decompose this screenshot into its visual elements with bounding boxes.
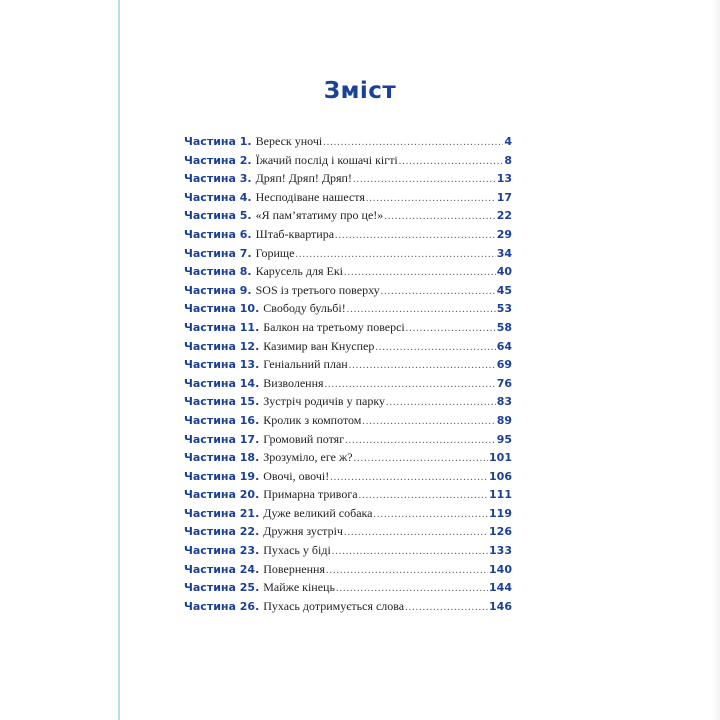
toc-part-label: Частина 2. — [184, 153, 252, 167]
toc-chapter-title: Свободу бульбі! — [263, 301, 346, 316]
toc-leader-dots — [366, 193, 496, 204]
toc-entry[interactable] — [184, 264, 512, 283]
toc-part-label: Частина 21. — [184, 506, 260, 520]
toc-entry[interactable] — [184, 469, 512, 488]
toc-part-label: Частина 10. — [184, 302, 260, 316]
toc-page-number: 22 — [496, 209, 512, 223]
toc-chapter-title: Повернення — [263, 561, 325, 576]
toc-page-number: 95 — [496, 432, 512, 446]
toc-chapter-title: Зрозуміло, еге ж? — [263, 450, 353, 465]
toc-leader-dots — [362, 416, 495, 427]
toc-leader-dots — [344, 267, 496, 278]
toc-page-number: 64 — [496, 339, 512, 353]
toc-entry[interactable] — [184, 580, 512, 599]
toc-entry[interactable] — [184, 320, 512, 339]
toc-page-number: 8 — [504, 153, 512, 167]
toc-part-label: Частина 18. — [184, 451, 260, 465]
toc-chapter-title: Примарна тривога — [263, 487, 358, 502]
toc-leader-dots — [325, 379, 496, 390]
toc-part-label: Частина 24. — [184, 562, 260, 576]
toc-part-label: Частина 20. — [184, 488, 260, 502]
toc-entry[interactable] — [184, 487, 512, 506]
toc-chapter-title: Визволення — [263, 375, 324, 390]
toc-entry[interactable] — [184, 339, 512, 358]
toc-chapter-title: «Я пам’ятатиму про це!» — [255, 208, 384, 223]
toc-entry[interactable] — [184, 171, 512, 190]
toc-leader-dots — [295, 249, 495, 260]
toc-entry[interactable] — [184, 543, 512, 562]
toc-entry[interactable] — [184, 190, 512, 209]
toc-chapter-title: Казимир ван Кнуспер — [263, 338, 375, 353]
table-of-contents — [184, 134, 512, 617]
toc-leader-dots — [335, 230, 496, 241]
toc-chapter-title: Пухась у біді — [263, 543, 331, 558]
toc-page-number: 76 — [496, 376, 512, 390]
toc-part-label: Частина 17. — [184, 432, 260, 446]
toc-leader-dots — [386, 397, 496, 408]
toc-leader-dots — [375, 342, 495, 353]
toc-page-number: 140 — [489, 562, 512, 576]
toc-leader-dots — [336, 583, 488, 594]
toc-page-number: 126 — [489, 525, 512, 539]
toc-entry[interactable] — [184, 227, 512, 246]
toc-part-label: Частина 19. — [184, 469, 260, 483]
toc-page-number: 4 — [504, 135, 512, 148]
toc-chapter-title: Дуже великий собака — [263, 505, 373, 520]
toc-chapter-title: Вереск уночі — [255, 134, 323, 148]
toc-page-number: 53 — [496, 302, 512, 316]
toc-leader-dots — [330, 472, 488, 483]
toc-chapter-title: Балкон на третьому поверсі — [263, 319, 405, 334]
toc-page-number: 119 — [489, 506, 512, 520]
toc-leader-dots — [354, 453, 488, 464]
toc-page-number: 106 — [489, 469, 512, 483]
toc-part-label: Частина 6. — [184, 227, 252, 241]
toc-page-number: 40 — [496, 265, 512, 279]
toc-chapter-title: Пухась дотримується слова — [263, 598, 405, 613]
toc-page-number: 17 — [496, 190, 512, 204]
toc-chapter-title: Несподіване нашестя — [255, 189, 365, 204]
toc-chapter-title: Майже кінець — [263, 580, 335, 595]
toc-entry[interactable] — [184, 376, 512, 395]
toc-entry[interactable] — [184, 357, 512, 376]
toc-part-label: Частина 3. — [184, 172, 252, 186]
toc-chapter-title: Громовий потяг — [263, 431, 345, 446]
toc-leader-dots — [405, 602, 488, 613]
page-title: Зміст — [323, 78, 397, 104]
toc-leader-dots — [353, 174, 496, 185]
toc-entry[interactable] — [184, 208, 512, 227]
toc-entry[interactable] — [184, 246, 512, 265]
toc-entry[interactable] — [184, 506, 512, 525]
toc-leader-dots — [359, 490, 488, 501]
toc-chapter-title: Кролик з компотом — [263, 412, 362, 427]
toc-part-label: Частина 15. — [184, 395, 260, 409]
toc-part-label: Частина 13. — [184, 358, 260, 372]
toc-page-number: 29 — [496, 227, 512, 241]
book-spine-line — [118, 0, 120, 720]
toc-leader-dots — [345, 435, 496, 446]
toc-page-number: 89 — [496, 413, 512, 427]
toc-part-label: Частина 9. — [184, 283, 252, 297]
toc-part-label: Частина 14. — [184, 376, 260, 390]
toc-entry[interactable] — [184, 283, 512, 302]
toc-leader-dots — [374, 509, 489, 520]
page-edge — [713, 0, 720, 720]
toc-page-number: 144 — [489, 581, 512, 595]
toc-chapter-title: Зустріч родичів у парку — [263, 394, 385, 409]
toc-leader-dots — [326, 565, 488, 576]
toc-entry[interactable] — [184, 432, 512, 451]
toc-page-number: 34 — [496, 246, 512, 260]
toc-page-number: 133 — [489, 544, 512, 558]
toc-page-number: 101 — [489, 451, 512, 465]
toc-chapter-title: Їжачий послід і кошачі кігті — [255, 152, 398, 167]
toc-part-label: Частина 8. — [184, 265, 252, 279]
toc-chapter-title: SOS із третього поверху — [255, 282, 380, 297]
toc-leader-dots — [332, 546, 488, 557]
toc-entry[interactable] — [184, 599, 512, 618]
toc-chapter-title: Горище — [255, 245, 295, 260]
toc-entry[interactable] — [184, 413, 512, 432]
toc-part-label: Частина 7. — [184, 246, 252, 260]
toc-part-label: Частина 22. — [184, 525, 260, 539]
toc-page-number: 111 — [489, 488, 512, 502]
toc-page-number: 13 — [496, 172, 512, 186]
toc-page-number: 146 — [489, 599, 512, 613]
toc-part-label: Частина 4. — [184, 190, 252, 204]
toc-chapter-title: Штаб-квартира — [255, 226, 335, 241]
toc-part-label: Частина 12. — [184, 339, 260, 353]
toc-part-label: Частина 5. — [184, 209, 252, 223]
toc-leader-dots — [406, 323, 496, 334]
toc-page-number: 83 — [496, 395, 512, 409]
toc-part-label: Частина 1. — [184, 135, 252, 148]
toc-entry[interactable] — [184, 450, 512, 469]
toc-chapter-title: Карусель для Екі — [255, 264, 343, 279]
toc-entry[interactable] — [184, 562, 512, 581]
toc-leader-dots — [384, 211, 495, 222]
toc-page-number: 45 — [496, 283, 512, 297]
toc-entry[interactable] — [184, 134, 512, 153]
toc-page-number: 58 — [496, 320, 512, 334]
toc-chapter-title: Овочі, овочі! — [263, 468, 330, 483]
toc-leader-dots — [381, 286, 496, 297]
toc-leader-dots — [349, 360, 496, 371]
toc-part-label: Частина 23. — [184, 544, 260, 558]
toc-entry[interactable] — [184, 394, 512, 413]
toc-part-label: Частина 11. — [184, 320, 260, 334]
toc-part-label: Частина 16. — [184, 413, 260, 427]
toc-page-number: 69 — [496, 358, 512, 372]
toc-chapter-title: Геніальний план — [263, 357, 348, 372]
toc-leader-dots — [347, 304, 496, 315]
toc-entry[interactable] — [184, 524, 512, 543]
toc-chapter-title: Дряп! Дряп! Дряп! — [255, 171, 352, 186]
toc-leader-dots — [399, 156, 504, 167]
toc-leader-dots — [344, 527, 488, 538]
toc-part-label: Частина 26. — [184, 599, 260, 613]
toc-part-label: Частина 25. — [184, 581, 260, 595]
toc-entry[interactable] — [184, 153, 512, 172]
toc-entry[interactable] — [184, 301, 512, 320]
toc-chapter-title: Дружня зустріч — [263, 524, 343, 539]
toc-leader-dots — [323, 137, 503, 148]
